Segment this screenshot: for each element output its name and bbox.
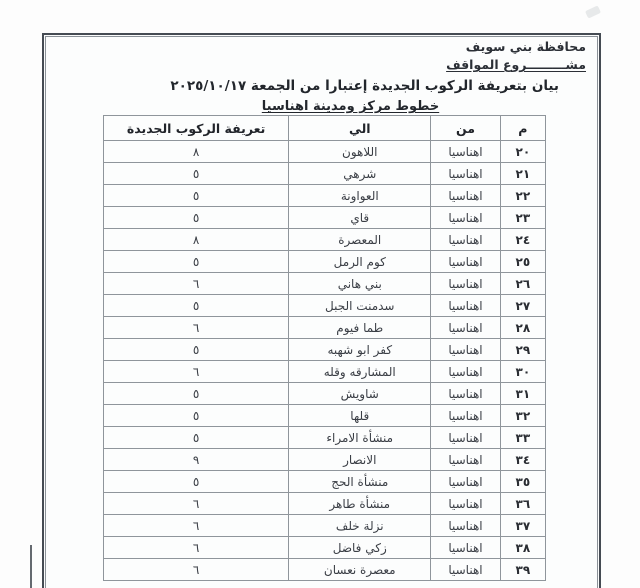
row-number-cell: ٢٥ [500,251,545,273]
to-cell: المعصرة [289,229,431,251]
to-cell: طما فيوم [289,317,431,339]
fare-cell: ٥ [104,295,289,317]
table-row [104,383,546,405]
row-number-cell: ٣٥ [500,471,545,493]
row-number-cell: ٣٨ [500,537,545,559]
to-cell: المشارقه وقله [289,361,431,383]
table-row [104,515,546,537]
table-header-row [104,116,546,141]
table-row [104,427,546,449]
from-cell: اهناسيا [431,339,500,361]
document-subtitle-text: خطوط مركز ومدينة اهناسيا [261,99,440,114]
from-cell: اهناسيا [431,295,500,317]
table-row [104,493,546,515]
table-row [104,273,546,295]
row-number-cell: ٣٧ [500,515,545,537]
fare-cell: ٥ [104,383,289,405]
fare-cell: ٦ [104,493,289,515]
from-cell: اهناسيا [431,449,500,471]
row-number-cell: ٢٦ [500,273,545,295]
to-cell: العواونة [289,185,431,207]
from-cell: اهناسيا [431,471,500,493]
table-row [104,295,546,317]
table-row [104,471,546,493]
from-cell: اهناسيا [431,361,500,383]
from-cell: اهناسيا [431,537,500,559]
fare-cell: ٦ [104,515,289,537]
header-cell-from: من [431,116,500,141]
fare-cell: ٥ [104,207,289,229]
department-title [44,56,586,73]
to-cell: اللاهون [289,141,431,163]
from-cell: اهناسيا [431,163,500,185]
table-row [104,185,546,207]
header-cell-to: الي [289,116,431,141]
row-number-cell: ٢٨ [500,317,545,339]
fare-cell: ٩ [104,449,289,471]
table-row [104,405,546,427]
from-cell: اهناسيا [431,493,500,515]
document-title: بيان بتعريفة الركوب الجديدة إعتبارا من الجمعة ٢٠٢٥/١٠/١٧ [170,78,559,94]
table-row [104,229,546,251]
table-row [104,559,546,581]
row-number-cell: ٣٤ [500,449,545,471]
to-cell: منشأة طاهر [289,493,431,515]
fare-cell: ٦ [104,317,289,339]
to-cell: كوم الرمل [289,251,431,273]
governorate-title: محافظة بني سويف [465,39,586,54]
to-cell: شاويش [289,383,431,405]
row-number-cell: ٢٧ [500,295,545,317]
from-cell: اهناسيا [431,141,500,163]
row-number-cell: ٣٦ [500,493,545,515]
to-cell: منشأة الامراء [289,427,431,449]
table-row [104,141,546,163]
from-cell: اهناسيا [431,559,500,581]
table-row [104,251,546,273]
from-cell: اهناسيا [431,383,500,405]
to-cell: معصرة نعسان [289,559,431,581]
row-number-cell: ٢٣ [500,207,545,229]
row-number-cell: ٣٢ [500,405,545,427]
table-row [104,449,546,471]
table-row [104,339,546,361]
department-title-text: مشـــــــــروع المواقف [446,57,586,72]
fare-cell: ٦ [104,559,289,581]
fare-cell: ٥ [104,251,289,273]
row-number-cell: ٣٣ [500,427,545,449]
row-number-cell: ٢١ [500,163,545,185]
from-cell: اهناسيا [431,229,500,251]
from-cell: اهناسيا [431,317,500,339]
to-cell: منشأة الحج [289,471,431,493]
fare-table-body [104,141,546,581]
from-cell: اهناسيا [431,273,500,295]
row-number-cell: ٣٩ [500,559,545,581]
row-number-cell: ٢٤ [500,229,545,251]
to-cell: نزلة خلف [289,515,431,537]
fare-cell: ٦ [104,361,289,383]
from-cell: اهناسيا [431,405,500,427]
fare-table [103,115,546,581]
fare-cell: ٥ [104,427,289,449]
document-subtitle [44,98,599,116]
fare-cell: ٥ [104,405,289,427]
scan-artifact-line [30,545,32,588]
to-cell: سدمنت الجبل [289,295,431,317]
to-cell: شرهي [289,163,431,185]
to-cell: قاي [289,207,431,229]
to-cell: زكي فاضل [289,537,431,559]
table-row [104,163,546,185]
from-cell: اهناسيا [431,251,500,273]
header-cell-fare: تعريفة الركوب الجديدة [104,116,289,141]
row-number-cell: ٢٢ [500,185,545,207]
row-number-cell: ٢٠ [500,141,545,163]
to-cell: بني هاني [289,273,431,295]
table-row [104,207,546,229]
fare-cell: ٨ [104,229,289,251]
from-cell: اهناسيا [431,207,500,229]
from-cell: اهناسيا [431,427,500,449]
fare-cell: ٨ [104,141,289,163]
fare-cell: ٥ [104,185,289,207]
row-number-cell: ٣٠ [500,361,545,383]
row-number-cell: ٢٩ [500,339,545,361]
from-cell: اهناسيا [431,515,500,537]
scan-smudge [585,5,601,18]
to-cell: قلها [289,405,431,427]
fare-cell: ٦ [104,273,289,295]
header-cell-number: م [500,116,545,141]
table-row [104,361,546,383]
fare-cell: ٥ [104,163,289,185]
fare-cell: ٥ [104,471,289,493]
table-row [104,537,546,559]
table-row [104,317,546,339]
to-cell: الانصار [289,449,431,471]
fare-cell: ٥ [104,339,289,361]
row-number-cell: ٣١ [500,383,545,405]
to-cell: كفر ابو شهبه [289,339,431,361]
fare-cell: ٦ [104,537,289,559]
from-cell: اهناسيا [431,185,500,207]
